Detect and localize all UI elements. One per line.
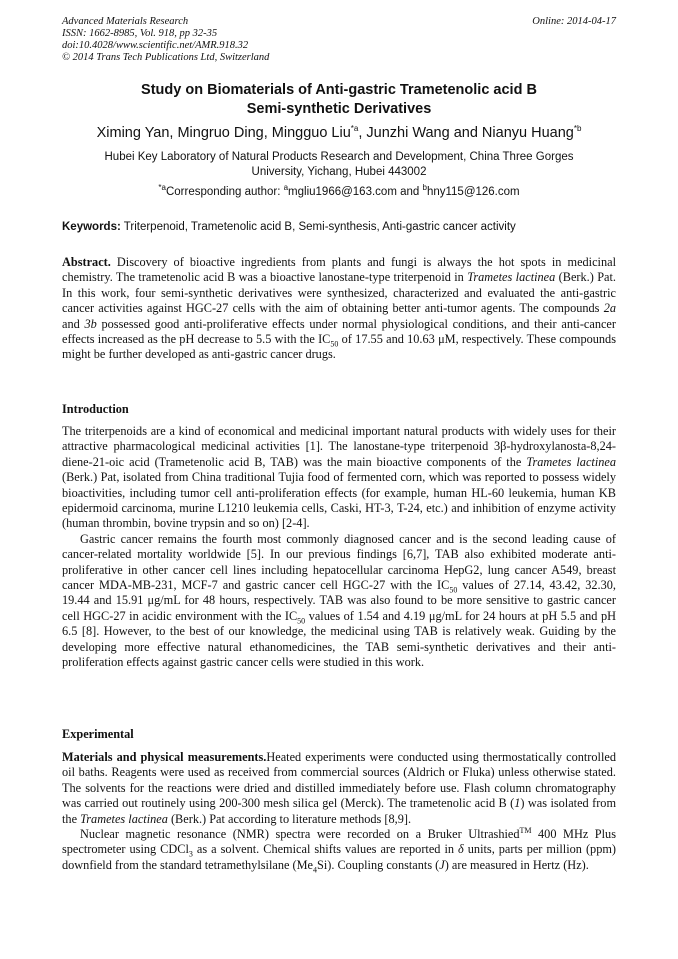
abstract-italic: Trametes lactinea (467, 270, 556, 285)
intro-paragraph-1 (62, 424, 616, 532)
exp-subscript: 3 (188, 849, 193, 859)
exp-paragraph-1 (62, 750, 616, 827)
intro-text: values of 1.54 and 4.19 μg/mL for 24 hours at pH 5.5 and pH 6.5 [8]. However, to the best of our knowledge, the medicinal using TAB is relatively weak. Guiding by the developing more effective natural ethanomedicines, the TAB semi-synthetic derivatives and their anti-proliferation effects against gastric cancer cells were studied in this work. (62, 608, 616, 670)
affiliation (70, 150, 608, 180)
exp-text: Nuclear magnetic resonance (NMR) spectra were recorded on a Bruker Ultrashied (80, 827, 520, 842)
abstract (62, 255, 616, 363)
abstract-italic: 2a (603, 301, 616, 316)
intro-subscript: 50 (297, 616, 306, 626)
author-mark-a: *a (350, 124, 359, 134)
intro-text: values of 27.14, 43.42, 32.30, 19.44 and 15.91 μg/mL for 48 hours, respectively. TAB was also found to be more sensitive to gastric cancer cell HGC-27 in acidic environment with the IC (62, 578, 616, 623)
experimental-body (62, 750, 616, 873)
exp-italic: 1 (514, 796, 521, 811)
keywords-text: Triterpenoid, Trametenolic acid B, Semi-synthesis, Anti-gastric cancer activity (120, 221, 516, 233)
experimental-heading: Experimental (62, 727, 134, 741)
intro-text: Gastric cancer remains the fourth most commonly diagnosed cancer and is the second leading cause of cancer-related mortality worldwide [5]. In our previous findings [6,7], TAB also exhibited moderate anti-proliferative in other cancer cell lines including hepatocellular carcinoma HepG2, lung cancer A549, breast cancer MDA-MB-231, MCF-7 and gastric cancer cell HGC-27 with the IC (62, 531, 616, 593)
online-date: Online: 2014-04-17 (532, 16, 616, 27)
intro-text: The triterpenoids are a kind of economical and medicinal important natural products with widely uses for their attractive pharmacological medicinal activities [1]. The lanostane-type triterpenoid 3β-hydroxylanosta-8,24-diene-21-oic acid (Trametenolic acid B, TAB) was the main bioactive components of the (62, 424, 616, 469)
corresp-label: Corresponding author: (165, 186, 284, 198)
abstract-italic: 3b (84, 316, 97, 331)
introduction-heading: Introduction (62, 402, 129, 416)
corresp-sup-b: b (422, 183, 427, 193)
exp-italic: J (439, 857, 445, 872)
author-list (40, 124, 638, 142)
materials-subheading: Materials and physical measurements. (62, 750, 267, 764)
intro-subscript: 50 (449, 585, 458, 595)
corresp-sup-a: a (283, 183, 289, 193)
email-b: hny115@126.com (426, 186, 520, 198)
exp-text: ) was isolated from the (62, 796, 617, 826)
exp-text: units, parts per million (ppm) downfield from the standard tetramethylsilane (Me (62, 842, 617, 872)
exp-italic: δ (458, 842, 464, 857)
exp-text: Si). Coupling constants ( (316, 857, 440, 872)
abstract-label: Abstract. (62, 255, 111, 269)
keywords-label: Keywords: (62, 221, 121, 233)
intro-paragraph-2 (62, 532, 616, 671)
exp-text: (Berk.) Pat according to literature methods [8,9]. (167, 811, 412, 826)
exp-superscript: TM (519, 825, 532, 835)
doi-line: doi:10.4028/www.scientific.net/AMR.918.32 (62, 40, 249, 51)
journal-header (62, 16, 269, 64)
exp-text: 400 MHz Plus spectrometer using CDCl (62, 827, 616, 857)
intro-italic: Trametes lactinea (526, 454, 616, 469)
intro-text: (Berk.) Pat, isolated from China traditional Tujia food of fermented corn, which was reported to possess widely bioactivities, including tumor cell anti-proliferation effects (for example, human HL-60 leukemia, human KB epidermoid carcinoma, murine L1210 leukemia cells, Caski, HT-3, T-24, etc.) and inhibition of enzyme activity (human thrombin, bovine trypsin and so on) [2-4]. (62, 470, 616, 531)
email-a: mgliu1966@163.com (288, 186, 397, 198)
exp-subscript: 4 (312, 865, 317, 875)
abstract-subscript: 50 (330, 339, 339, 349)
journal-name: Advanced Materials Research (62, 16, 189, 27)
authors-part-1: Ximing Yan, Mingruo Ding, Mingguo Liu (96, 125, 351, 141)
exp-text: as a solvent. Chemical shifts values are reported in (192, 842, 459, 857)
exp-italic: Trametes lactinea (80, 811, 168, 826)
affiliation-line-1: Hubei Key Laboratory of Natural Products Research and Development, China Three Gorges (104, 151, 574, 163)
corresponding-author (40, 185, 638, 200)
exp-text: Heated experiments were conducted using thermostatically controlled oil baths. Reagents were used as received from commercial sources (Aldrich or Fluka) unless otherwise stated. The solvents for the reactions were dried and distilled immediately before use. Flash column chromatography was carried out routinely using 200-300 mesh silica gel (Merck). The trametenolic acid B ( (62, 750, 616, 811)
author-mark-b: *b (573, 124, 582, 134)
copyright-line: © 2014 Trans Tech Publications Ltd, Switzerland (62, 52, 270, 63)
abstract-text: possessed good anti-proliferative effects under normal physiological conditions, and their anti-cancer effects increased as the pH decrease to 5.5 with the IC (62, 316, 616, 347)
abstract-text: of 17.55 and 10.63 μM, respectively. These compounds might be further developed as anti-gastric cancer drugs. (62, 332, 616, 362)
authors-part-2: , Junzhi Wang and Nianyu Huang (358, 125, 574, 141)
issn-line: ISSN: 1662-8985, Vol. 918, pp 32-35 (62, 28, 218, 39)
abstract-text: (Berk.) Pat. In this work, four semi-synthetic derivatives were synthesized, characterized and evaluated the anti-gastric cancer activities against HGC-27 cells with the aim of obtaining better anti-tumor agents. The compounds (62, 270, 616, 316)
paper-title-line-1: Study on Biomaterials of Anti-gastric Trametenolic acid B (141, 82, 537, 98)
corresp-mark: *a (158, 183, 166, 193)
corresp-and: and (396, 186, 423, 198)
paper-title-line-2: Semi-synthetic Derivatives (246, 101, 432, 117)
abstract-text: and (62, 316, 85, 331)
affiliation-line-2: University, Yichang, Hubei 443002 (251, 166, 427, 178)
keywords (62, 220, 622, 235)
exp-text: ) are measured in Hertz (Hz). (444, 857, 589, 872)
exp-paragraph-2 (62, 827, 616, 873)
introduction-body (62, 424, 616, 671)
abstract-text: Discovery of bioactive ingredients from plants and fungi is always the hot spots in medicinal chemistry. The trametenolic acid B was a bioactive lanostane-type triterpenoid in (62, 255, 616, 285)
